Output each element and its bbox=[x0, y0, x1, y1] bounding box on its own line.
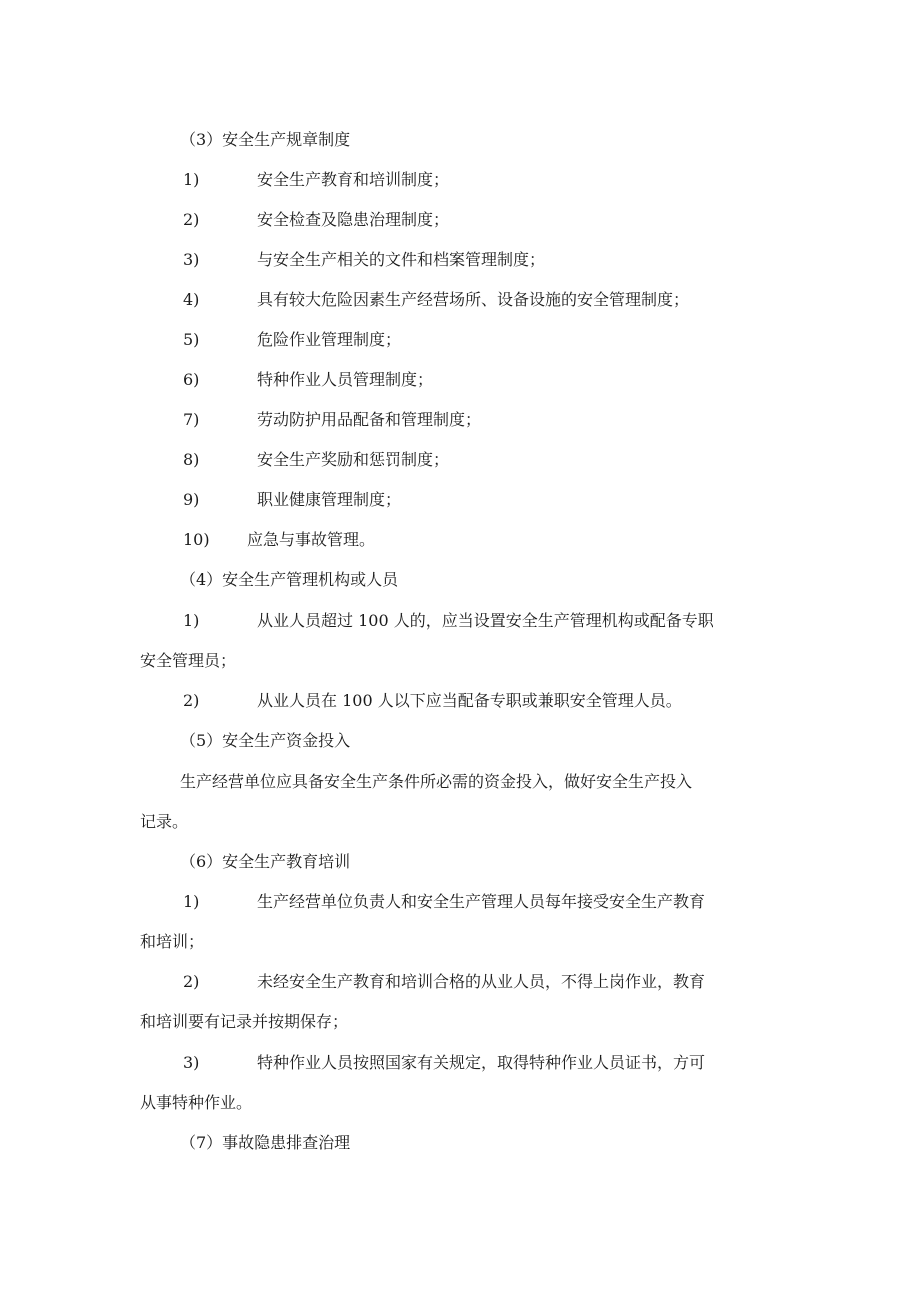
list-item: 劳动防护用品配备和管理制度； bbox=[257, 410, 482, 429]
list-item: 具有较大危险因素生产经营场所、设备设施的安全管理制度； bbox=[257, 290, 690, 309]
section-heading: （3）安全生产规章制度 bbox=[180, 130, 351, 149]
list-number: 5) bbox=[183, 330, 200, 349]
list-item-continuation: 安全管理员； bbox=[140, 651, 237, 670]
list-item: 特种作业人员按照国家有关规定，取得特种作业人员证书，方可 bbox=[257, 1053, 706, 1072]
list-number: 6) bbox=[183, 370, 200, 389]
list-number: 10) bbox=[183, 530, 210, 549]
list-item: 安全生产教育和培训制度； bbox=[257, 170, 450, 189]
list-number: 4) bbox=[183, 290, 200, 309]
list-number: 1) bbox=[183, 170, 200, 189]
list-item: 生产经营单位负责人和安全生产管理人员每年接受安全生产教育 bbox=[257, 892, 706, 911]
list-number: 1) bbox=[183, 892, 200, 911]
list-item: 与安全生产相关的文件和档案管理制度； bbox=[257, 250, 546, 269]
paragraph: 生产经营单位应具备安全生产条件所必需的资金投入，做好安全生产投入 bbox=[180, 772, 693, 791]
list-item: 安全检查及隐患治理制度； bbox=[257, 210, 450, 229]
section-heading: （5）安全生产资金投入 bbox=[180, 731, 351, 750]
list-item: 安全生产奖励和惩罚制度； bbox=[257, 450, 450, 469]
list-number: 7) bbox=[183, 410, 200, 429]
paragraph-continuation: 记录。 bbox=[140, 812, 189, 831]
list-item: 未经安全生产教育和培训合格的从业人员，不得上岗作业，教育 bbox=[257, 972, 706, 991]
list-item: 特种作业人员管理制度； bbox=[257, 370, 434, 389]
list-item: 从业人员在 100 人以下应当配备专职或兼职安全管理人员。 bbox=[257, 691, 682, 710]
list-number: 3) bbox=[183, 250, 200, 269]
list-item-continuation: 从事特种作业。 bbox=[140, 1093, 253, 1112]
list-item: 从业人员超过 100 人的，应当设置安全生产管理机构或配备专职 bbox=[257, 611, 714, 630]
list-item: 应急与事故管理。 bbox=[247, 530, 376, 549]
list-number: 2) bbox=[183, 972, 200, 991]
list-item-continuation: 和培训要有记录并按期保存； bbox=[140, 1012, 349, 1031]
section-heading: （7）事故隐患排查治理 bbox=[180, 1133, 351, 1152]
list-item: 职业健康管理制度； bbox=[257, 490, 402, 509]
list-number: 8) bbox=[183, 450, 200, 469]
list-item-continuation: 和培训； bbox=[140, 932, 205, 951]
list-number: 9) bbox=[183, 490, 200, 509]
section-heading: （6）安全生产教育培训 bbox=[180, 852, 351, 871]
list-number: 1) bbox=[183, 611, 200, 630]
list-number: 3) bbox=[183, 1053, 200, 1072]
section-heading: （4）安全生产管理机构或人员 bbox=[180, 570, 399, 589]
list-item: 危险作业管理制度； bbox=[257, 330, 402, 349]
list-number: 2) bbox=[183, 691, 200, 710]
list-number: 2) bbox=[183, 210, 200, 229]
